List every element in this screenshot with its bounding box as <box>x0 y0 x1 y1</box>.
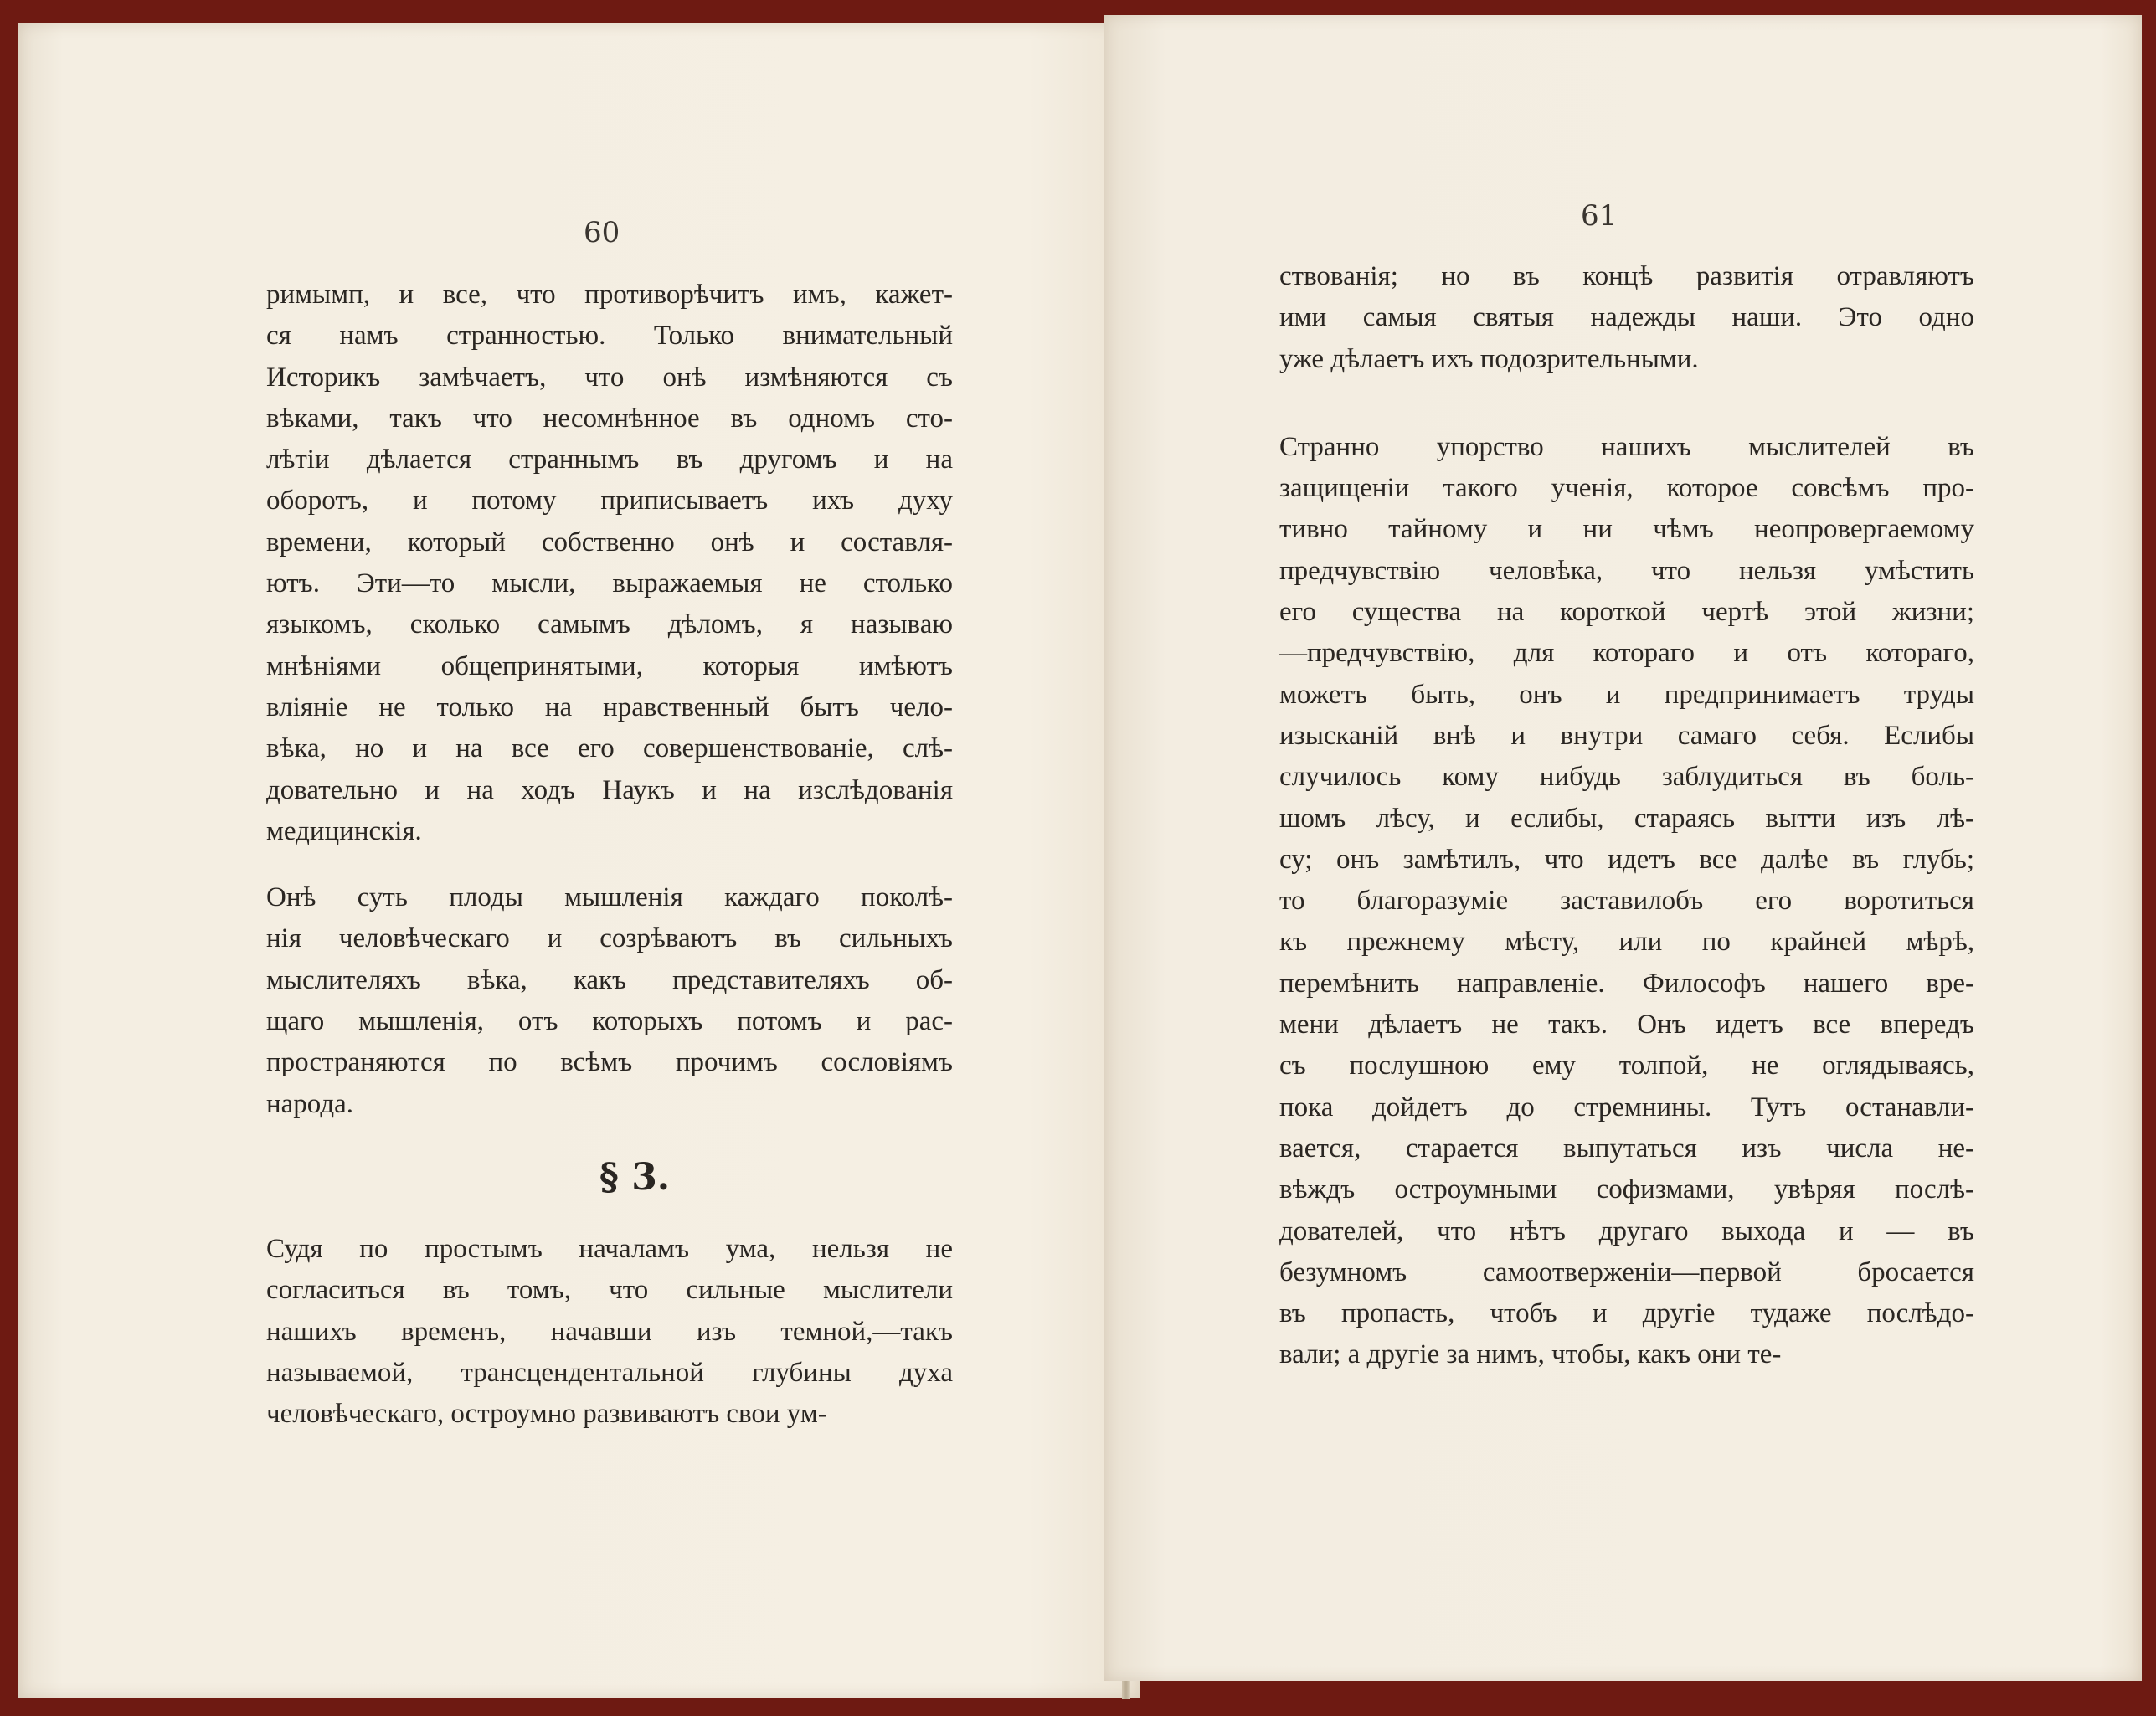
section-heading: § 3. <box>599 1155 671 1199</box>
right-page <box>1104 15 2142 1681</box>
text-line: щаго мышленія, отъ которыхъ потомъ и рас- <box>266 1006 953 1037</box>
paragraph-gap <box>266 852 953 877</box>
text-line: пока дойдетъ до стремнины. Тутъ останавли- <box>1279 1092 1974 1123</box>
text-line: нія человѣческаго и созрѣваютъ въ сильныхъ <box>266 923 953 954</box>
text-line: дователей, что нѣтъ другаго выхода и — въ <box>1279 1215 1974 1246</box>
text-line: мнѣніями общепринятыми, которыя имѣютъ <box>266 650 953 681</box>
text-line: ся намъ странностью. Только внимательный <box>266 321 953 352</box>
text-line: можетъ быть, онъ и предпринимаетъ труды <box>1279 679 1974 710</box>
text-line: вѣждъ остроумными софизмами, увѣряя послѣ- <box>1279 1174 1974 1205</box>
text-line: ими самыя святыя надежды наши. Это одно <box>1279 302 1974 333</box>
text-line: безумномъ самоотверженіи—первой бросается <box>1279 1256 1974 1287</box>
text-line: пространяются по всѣмъ прочимъ сословіямъ <box>266 1047 953 1078</box>
text-line: Историкъ замѣчаетъ, что онѣ измѣняются съ <box>266 362 953 393</box>
text-line: его существа на короткой чертѣ этой жизни; <box>1279 597 1974 628</box>
text-line: языкомъ, сколько самымъ дѣломъ, я называю <box>266 609 953 640</box>
text-line: довательно и на ходъ Наукъ и на изслѣдованія <box>266 774 953 805</box>
text-line: съ послушною ему толпой, не оглядываясь, <box>1279 1051 1974 1081</box>
text-line: согласиться въ томъ, что сильные мыслители <box>266 1275 953 1306</box>
right-paragraph-2 <box>1279 427 1974 1376</box>
text-line: вѣка, но и на все его совершенствованіе, слѣ- <box>266 733 953 764</box>
text-line: къ прежнему мѣсту, или по крайней мѣрѣ, <box>1279 927 1974 958</box>
text-line: народа. <box>266 1088 354 1119</box>
text-line: лѣтіи дѣлается страннымъ въ другомъ и на <box>266 444 953 475</box>
text-line: Странно упорство нашихъ мыслителей въ <box>1279 431 1974 462</box>
text-line: то благоразуміе заставилобъ его воротиться <box>1279 886 1974 917</box>
text-line: защищеніи такого ученія, которое совсѣмъ про- <box>1279 473 1974 504</box>
text-line: Онѣ суть плоды мышленія каждаго поколѣ- <box>266 882 953 913</box>
paragraph-gap <box>1279 380 1974 427</box>
page-number-right: 61 <box>1581 199 1618 233</box>
text-line: вліяніе не только на нравственный бытъ чело- <box>266 691 953 722</box>
text-line: вѣками, такъ что несомнѣнное въ одномъ сто- <box>266 403 953 434</box>
text-line: вали; а другіе за нимъ, чтобы, какъ они те- <box>1279 1339 1782 1370</box>
right-page-body <box>1279 256 1974 1376</box>
text-line: оборотъ, и потому приписываетъ ихъ духу <box>266 486 953 516</box>
left-page-body <box>266 275 953 1435</box>
left-paragraph-3 <box>266 1229 953 1435</box>
text-line: мыслителяхъ вѣка, какъ представителяхъ об- <box>266 964 953 995</box>
text-line: уже дѣлаетъ ихъ подозрительными. <box>1279 343 1699 374</box>
text-line: времени, который собственно онѣ и составля- <box>266 527 953 557</box>
text-line: изысканій внѣ и внутри самаго себя. Еслибы <box>1279 720 1974 751</box>
text-line: случилось кому нибудь заблудиться въ боль- <box>1279 762 1974 793</box>
text-line: медицинскія. <box>266 815 422 846</box>
text-line: ютъ. Эти—то мысли, выражаемыя не столько <box>266 568 953 599</box>
text-line: въ пропасть, чтобъ и другіе тудаже послѣдо- <box>1279 1298 1974 1329</box>
left-paragraph-1 <box>266 275 953 852</box>
text-line: перемѣнить направленіе. Философъ нашего вре- <box>1279 968 1974 999</box>
text-line: тивно тайному и ни чѣмъ неопровергаемому <box>1279 514 1974 545</box>
text-line: нашихъ временъ, начавши изъ темной,—такъ <box>266 1316 953 1347</box>
text-line: римымп, и все, что противорѣчитъ имъ, кажет- <box>266 280 953 310</box>
text-line: называемой, трансцендентальной глубины духа <box>266 1357 953 1388</box>
text-line: шомъ лѣсу, и еслибы, стараясь вытти изъ лѣ- <box>1279 803 1974 834</box>
page-number-left: 60 <box>584 216 620 249</box>
text-line: мени дѣлаетъ не такъ. Онъ идетъ все впередъ <box>1279 1010 1974 1040</box>
text-line: вается, старается выпутаться изъ числа не- <box>1279 1133 1974 1164</box>
text-line: человѣческаго, остроумно развиваютъ свои ум- <box>266 1399 827 1430</box>
text-line: Судя по простымъ началамъ ума, нельзя не <box>266 1233 953 1264</box>
right-paragraph-1 <box>1279 256 1974 380</box>
text-line: —предчувствію, для котораго и отъ котораго, <box>1279 638 1974 669</box>
text-line: су; онъ замѣтилъ, что идетъ все далѣе въ глубь; <box>1279 844 1974 875</box>
left-paragraph-2 <box>266 877 953 1125</box>
text-line: предчувствію человѣка, что нельзя умѣстить <box>1279 555 1974 586</box>
left-page <box>18 23 1140 1698</box>
text-line: ствованія; но въ концѣ развитія отравляютъ <box>1279 261 1974 291</box>
